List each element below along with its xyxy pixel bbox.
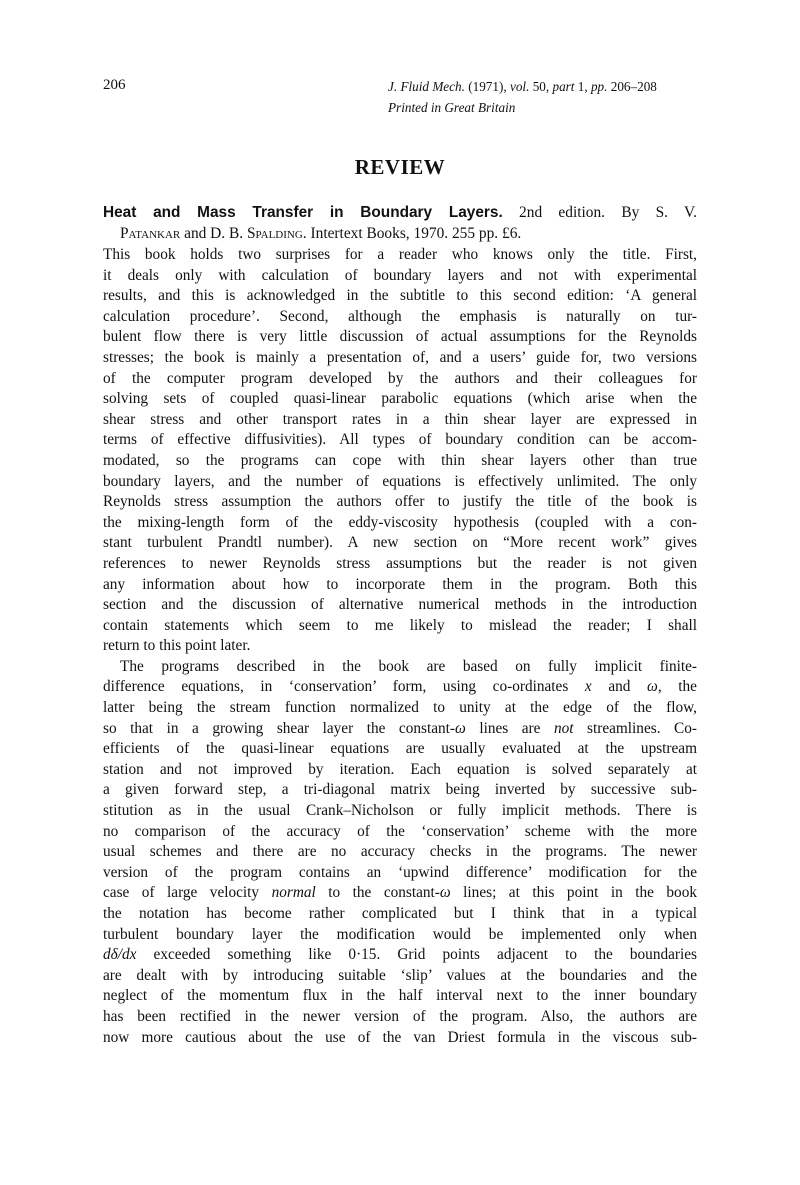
p1-line-12: boundary layers, and the number of equations is effectively unlimited. The only xyxy=(103,472,697,490)
p2-line-9: no comparison of the accuracy of the ‘conservation’ scheme with the more xyxy=(103,822,697,840)
p2-line-3: latter being the stream function normalized to unity at the edge of the flow, xyxy=(103,699,697,717)
author-connector: and D. B. xyxy=(184,224,244,242)
p2-line-1: The programs described in the book are based on fully implicit finite- xyxy=(120,657,697,675)
book-entry xyxy=(103,203,697,244)
part-number: 1, xyxy=(577,79,588,94)
text-span: lines; at this point in the book xyxy=(450,884,697,902)
p1-line-1: This book holds two surprises for a reader who knows only the title. First, xyxy=(103,246,697,263)
p1-line-14: the mixing-length form of the eddy-viscosity hypothesis (coupled with a con- xyxy=(103,513,697,531)
page-range: 206–208 xyxy=(610,79,657,94)
text-span: and xyxy=(591,678,648,696)
p1-line-16: references to newer Reynolds stress assumptions but the reader is not given xyxy=(103,554,697,572)
text-span: to the constant- xyxy=(315,884,440,902)
review-body xyxy=(103,245,697,1048)
p2-line-17: neglect of the momentum flux in the half interval next to the inner boundary xyxy=(103,987,697,1005)
author-spalding: Spalding xyxy=(246,224,303,242)
book-entry-line-2 xyxy=(103,224,697,245)
math-omega: ω xyxy=(455,719,466,737)
p2-line-4 xyxy=(103,719,697,740)
emphasis-not: not xyxy=(553,719,574,737)
p1-line-20: return to this point later. xyxy=(103,637,251,655)
p1-line-3: results, and this is acknowledged in the subtitle to this second edition: ‘A general xyxy=(103,287,697,305)
p1-line-8: solving sets of coupled quasi-linear parabolic equations (which arise when the xyxy=(103,390,697,408)
p1-line-11: modated, so the programs can cope with thin shear layers other than true xyxy=(103,451,697,469)
author-patankar: Patankar xyxy=(120,224,181,242)
volume-number: 50, xyxy=(532,79,550,94)
p2-line-6: station and not improved by iteration. Each equation is solved separately at xyxy=(103,760,697,778)
text-span: so that in a growing shear layer the constant- xyxy=(103,719,455,737)
p2-line-2 xyxy=(103,677,697,698)
printed-line: Printed in Great Britain xyxy=(388,100,516,115)
text-span: case of large velocity xyxy=(103,884,272,902)
p1-line-15: stant turbulent Prandtl number). A new section on “More recent work” gives xyxy=(103,534,697,552)
section-title: REVIEW xyxy=(354,155,446,179)
math-omega: ω xyxy=(647,678,658,696)
p1-line-18: section and the discussion of alternative numerical methods in the introduction xyxy=(103,596,697,614)
p2-line-12 xyxy=(103,883,697,904)
p2-line-18: has been rectified in the newer version of the program. Also, the authors are xyxy=(103,1007,697,1025)
book-entry-line-1 xyxy=(103,203,697,224)
emphasis-normal: normal xyxy=(271,884,316,902)
p2-line-19: now more cautious about the use of the van Driest formula in the viscous sub- xyxy=(103,1028,697,1046)
math-x: x xyxy=(584,678,592,696)
p2-line-15 xyxy=(103,945,697,966)
citation-line xyxy=(388,76,708,97)
book-title: Heat and Mass Transfer in Boundary Layers. xyxy=(103,204,503,221)
p1-line-17: any information about how to incorporate them in the program. Both this xyxy=(103,575,697,593)
p2-line-7: a given forward step, a tri-diagonal matrix being inverted by successive sub- xyxy=(103,781,697,799)
journal-year: (1971), xyxy=(468,79,507,94)
p2-line-16: are dealt with by introducing suitable ‘slip’ values at the boundaries and the xyxy=(103,966,697,984)
p1-line-5: bulent flow there is very little discussion of actual assumptions for the Reynolds xyxy=(103,328,697,346)
publisher-info: . Intertext Books, 1970. 255 pp. £6. xyxy=(302,224,522,242)
p1-line-13: Reynolds stress assumption the authors offer to justify the title of the book is xyxy=(103,493,697,511)
p2-line-13: the notation has become rather complicated but I think that in a typical xyxy=(103,905,697,922)
p1-line-10: terms of effective diffusivities). All types of boundary condition can be accom- xyxy=(103,431,697,449)
book-edition: 2nd edition. By S. V. xyxy=(519,204,697,221)
text-span: exceeded something like 0·15. Grid points adjacent to the boundaries xyxy=(136,946,697,964)
p1-line-19: contain statements which seem to me likely to mislead the reader; I shall xyxy=(103,616,697,634)
math-ddelta-dx: dδ/dx xyxy=(103,946,137,964)
journal-name: J. Fluid Mech. xyxy=(388,79,465,94)
p2-line-14: turbulent boundary layer the modification would be implemented only when xyxy=(103,925,697,943)
journal-reference xyxy=(388,76,708,118)
p2-line-10: usual schemes and there are no accuracy checks in the programs. The newer xyxy=(103,843,697,861)
p2-line-11: version of the program contains an ‘upwind difference’ modification for the xyxy=(103,863,697,881)
p2-line-5: efficients of the quasi-linear equations are usually evaluated at the upstream xyxy=(103,740,697,758)
math-omega: ω xyxy=(439,884,451,902)
text-span: streamlines. Co- xyxy=(573,719,697,737)
p1-line-7: of the computer program developed by the authors and their colleagues for xyxy=(103,369,697,387)
volume-label: vol. xyxy=(509,79,530,94)
paragraph-2 xyxy=(103,657,697,1048)
p1-line-6: stresses; the book is mainly a presentation of, and a users’ guide for, two versions xyxy=(103,348,697,366)
p1-line-4: calculation procedure’. Second, although the emphasis is naturally on tur- xyxy=(103,307,697,325)
p1-line-2: it deals only with calculation of boundary layers and not with experimental xyxy=(103,266,697,284)
p2-line-8: stitution as in the usual Crank–Nicholson or fully implicit methods. There is xyxy=(103,802,697,820)
text-span: , the xyxy=(657,678,697,696)
paragraph-1 xyxy=(103,245,697,657)
text-span: lines are xyxy=(465,719,554,737)
p1-line-9: shear stress and other transport rates in a thin shear layer are expressed in xyxy=(103,410,697,428)
page-number: 206 xyxy=(103,77,126,93)
text-span: difference equations, in ‘conservation’ form, using co-ordinates xyxy=(103,678,585,696)
part-label: part xyxy=(552,79,575,94)
pages-label: pp. xyxy=(590,79,608,94)
